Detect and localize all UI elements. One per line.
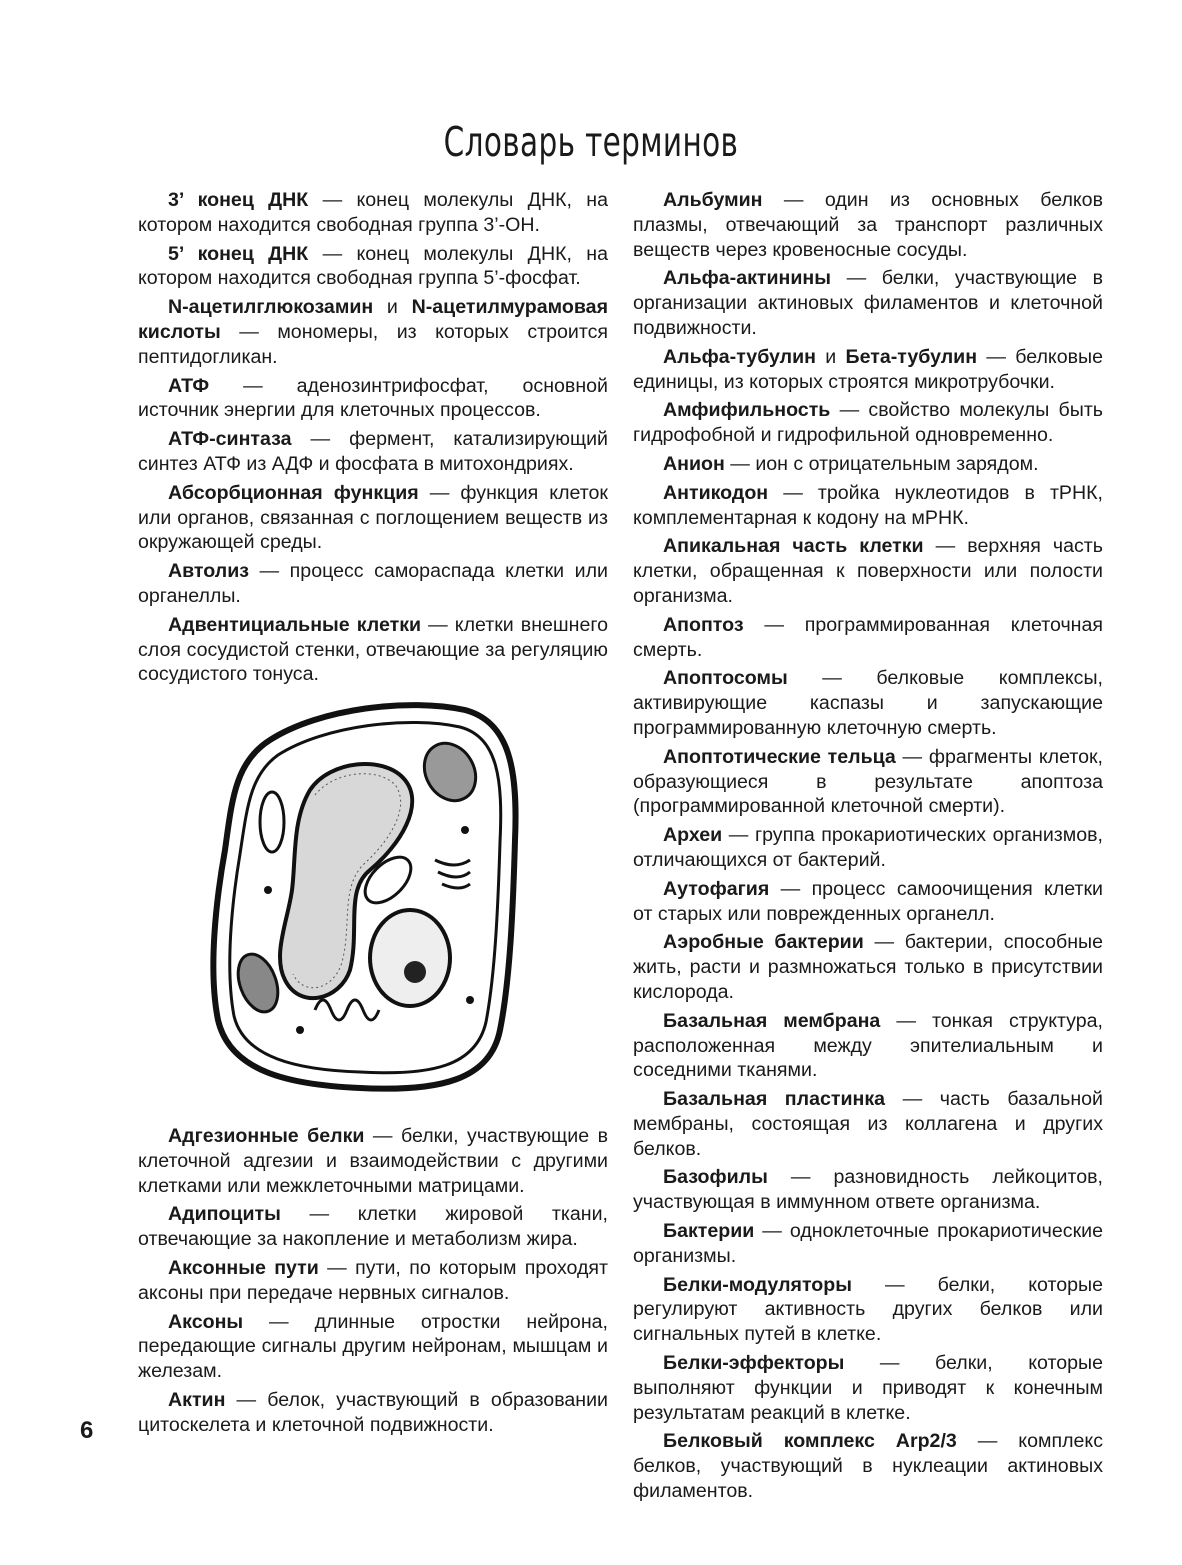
glossary-entry [633,266,1103,340]
glossary-term: Апоптотические тельца [663,745,896,768]
glossary-entry [138,1202,608,1252]
glossary-term: Базофилы [663,1166,768,1189]
glossary-definition: — белковые единицы, из которых строятся микротрубочки. [633,345,1103,393]
glossary-term: АТФ-синтаза [168,428,292,451]
glossary-definition: — тройка нуклеотидов в тРНК, комплементарная к кодону на мРНК. [633,481,1103,529]
glossary-entry [633,534,1103,608]
glossary-definition: — один из основных белков плазмы, отвечающий за транспорт различных веществ через кровеносные сосуды. [633,189,1103,261]
glossary-term: Актин [168,1388,226,1411]
glossary-definition: — белки, которые выполняют функции и приводят к конечным результатам реакций в клетке. [633,1352,1103,1424]
glossary-entry [633,1273,1103,1347]
glossary-entry [633,188,1103,262]
left-column-bottom [138,1124,608,1442]
glossary-definition: — клетки внешнего слоя сосудистой стенки, отвечающие за регуляцию сосудистого тонуса. [138,613,608,686]
cell-illustration [210,700,520,1095]
glossary-term: Альфа-актинины [663,267,832,290]
glossary-term: 5’ конец ДНК [168,242,309,265]
glossary-entry [138,559,608,609]
glossary-definition: — белки, участвующие в организации актиновых филаментов и клеточной подвижности. [633,267,1103,339]
glossary-term: Адгезионные белки [168,1125,365,1147]
nucleus [370,910,450,1006]
glossary-term: Белки-эффекторы [663,1352,845,1375]
glossary-entry [633,877,1103,927]
glossary-definition: — одноклеточные прокариотические организмы. [633,1220,1103,1267]
glossary-definition: — белок, участвующий в образовании цитоскелета и клеточной подвижности. [138,1388,608,1436]
glossary-entry [633,930,1103,1004]
glossary-definition: — комплекс белков, участвующий в нуклеации актиновых филаментов. [633,1430,1103,1503]
glossary-term: Антикодон [663,481,769,504]
glossary-definition: — конец молекулы ДНК, на котором находится свободная группа 5’-фосфат. [138,242,608,290]
glossary-entry [633,1219,1103,1269]
glossary-definition: — функция клеток или органов, связанная с поглощением веществ из окружающей среды. [138,481,608,554]
glossary-entry [633,1429,1103,1503]
glossary-definition: — тонкая структура, расположенная между эпителиальным и соседними тканями. [633,1009,1103,1082]
glossary-definition: — процесс самоочищения клетки от старых или поврежденных органелл. [633,877,1103,925]
page-title: Словарь терминов [443,118,739,166]
glossary-entry [633,1009,1103,1083]
glossary-entry [633,613,1103,663]
glossary-entry [633,745,1103,819]
glossary-term: Апикальная часть клетки [663,535,924,558]
glossary-conjunction: и [373,296,412,319]
glossary-term: Бета-тубулин [845,345,978,368]
glossary-entry [633,398,1103,448]
glossary-entry [138,242,608,292]
glossary-term: Бактерии [663,1220,755,1243]
glossary-term: Белки-модуляторы [663,1273,852,1296]
glossary-term: Адипоциты [168,1203,281,1226]
glossary-term: Автолиз [168,560,249,583]
glossary-term: N-ацетилмурамовая кислоты [138,296,608,343]
nucleolus [404,961,426,983]
glossary-entry [138,613,608,687]
glossary-definition: — процесс самораспада клетки или органеллы. [138,560,608,607]
glossary-term: Анион [663,452,725,475]
glossary-term: Альбумин [663,189,763,211]
glossary-definition: — фермент, катализирующий синтез АТФ из АДФ и фосфата в митохондриях. [138,428,608,475]
glossary-definition: — фрагменты клеток, образующиеся в результате апоптоза (программированной клеточной смерти). [633,745,1103,818]
glossary-entry [633,1351,1103,1425]
glossary-term: АТФ [168,374,210,397]
glossary-term: Апоптоз [663,613,744,636]
glossary-entry [138,1310,608,1384]
glossary-definition: — пути, по которым проходят аксоны при передаче нервных сигналов. [138,1256,609,1304]
glossary-term: Аксоны [168,1310,244,1333]
glossary-term: N-ацетилглюкозамин [168,296,374,319]
glossary-definition: — бактерии, способные жить, расти и размножаться только в присутствии кислорода. [633,931,1103,1003]
glossary-entry [138,1256,608,1306]
left-column-top [138,188,608,691]
glossary-entry [138,188,608,238]
glossary-term: Аэробные бактерии [663,931,864,954]
glossary-definition: — белки, участвующие в клеточной адгезии и взаимодействии с другими клетками или межклеточными матрицами. [138,1125,608,1197]
mitochondrion [260,792,284,852]
glossary-entry [633,481,1103,531]
glossary-term: Базальная мембрана [663,1009,881,1032]
glossary-definition: — конец молекулы ДНК, на котором находится свободная группа 3’-ОН. [138,189,608,236]
glossary-entry [138,295,608,369]
glossary-entry [633,452,1103,477]
glossary-conjunction: и [816,345,846,368]
glossary-entry [633,823,1103,873]
glossary-definition: — программированная клеточная смерть. [633,613,1103,661]
glossary-definition: — группа прокариотических организмов, отличающихся от бактерий. [633,824,1103,871]
glossary-term: Апоптосомы [663,667,788,690]
glossary-definition: — верхняя часть клетки, обращенная к поверхности или полости организма. [633,535,1103,607]
glossary-term: Альфа-тубулин [663,345,816,368]
glossary-definition: — белковые комплексы, активирующие каспазы и запускающие программированную клеточную смерть. [633,667,1103,739]
glossary-entry [633,1087,1103,1161]
glossary-entry [138,1124,608,1198]
glossary-entry [138,427,608,477]
glossary-definition: — клетки жировой ткани, отвечающие за накопление и метаболизм жира. [138,1203,608,1251]
page-number: 6 [80,1417,94,1444]
glossary-term: Амфифильность [663,399,831,422]
glossary-entry [633,1165,1103,1215]
glossary-term: 3’ конец ДНК [168,189,309,211]
glossary-term: Белковый комплекс Arp2/3 [663,1430,957,1453]
glossary-term: Аутофагия [663,877,770,900]
glossary-entry [633,666,1103,740]
right-column [633,188,1103,1508]
glossary-entry [633,345,1103,395]
glossary-definition: — длинные отростки нейрона, передающие сигналы другим нейронам, мышцам и железам. [138,1310,608,1383]
glossary-entry [138,1388,608,1438]
glossary-definition: — мономеры, из которых строится пептидогликан. [138,320,608,368]
glossary-definition: — свойство молекулы быть гидрофобной и гидрофильной одновременно. [633,399,1103,447]
glossary-entry [138,481,608,555]
glossary-term: Адвентициальные клетки [168,613,422,636]
glossary-term: Абсорбционная функция [168,481,419,504]
glossary-term: Аксонные пути [168,1256,319,1279]
glossary-definition: — аденозинтрифосфат, основной источник энергии для клеточных процессов. [138,374,608,422]
glossary-definition: — белки, которые регулируют активность других белков или сигнальных путей в клетке. [633,1273,1103,1346]
glossary-definition: — часть базальной мембраны, состоящая из коллагена и других белков. [633,1088,1103,1160]
glossary-entry [138,374,608,424]
glossary-term: Археи [663,824,723,847]
glossary-definition: — ион с отрицательным зарядом. [724,452,1039,475]
glossary-term: Базальная пластинка [663,1088,886,1111]
glossary-definition: — разновидность лейкоцитов, участвующая в иммунном ответе организма. [633,1166,1103,1214]
